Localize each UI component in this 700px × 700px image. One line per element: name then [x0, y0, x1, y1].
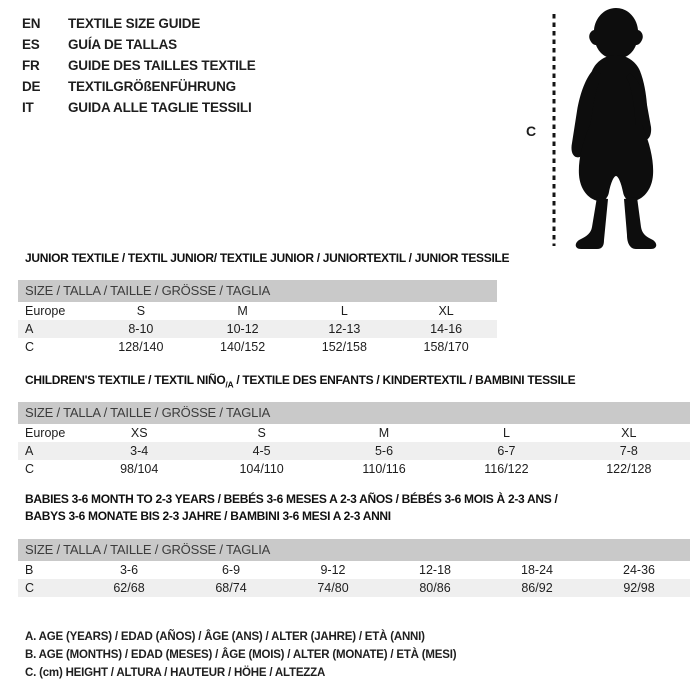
table-cell: 3-4	[130, 444, 149, 458]
table-cell: M	[237, 304, 248, 318]
table-row	[18, 442, 690, 460]
language-code: DE	[22, 79, 41, 94]
table-cell: 7-8	[619, 444, 638, 458]
table-cell: 68/74	[215, 581, 247, 595]
junior-size-table	[18, 280, 497, 356]
babies-title-line1: BABIES 3-6 MONTH TO 2-3 YEARS / BEBÉS 3-6 MESES A 2-3 AÑOS / BÉBÉS 3-6 MOIS À 2-3 ANS /	[25, 492, 558, 506]
table-cell: 62/68	[113, 581, 145, 595]
language-code: ES	[22, 37, 40, 52]
row-label: Europe	[25, 426, 66, 440]
table-cell: 4-5	[252, 444, 271, 458]
children-title-main: CHILDREN'S TEXTILE / TEXTIL NIÑO	[25, 373, 226, 387]
table-cell: 5-6	[374, 444, 394, 458]
language-code: IT	[22, 100, 34, 115]
table-cell: 122/128	[606, 462, 652, 476]
junior-section-title: JUNIOR TEXTILE / TEXTIL JUNIOR/ TEXTILE JUNIOR / JUNIORTEXTIL / JUNIOR TESSILE	[25, 251, 510, 265]
table-cell: M	[378, 426, 390, 440]
table-cell: 10-12	[226, 322, 259, 336]
babies-title-line2: BABYS 3-6 MONATE BIS 2-3 JAHRE / BAMBINI 3-6 MESI A 2-3 ANNI	[25, 509, 391, 523]
table-cell: 104/110	[239, 462, 284, 476]
table-cell: 86/92	[521, 581, 553, 595]
table-cell: S	[136, 304, 146, 318]
table-cell: 3-6	[119, 563, 139, 577]
row-label: C	[25, 462, 35, 476]
table-cell: XL	[438, 304, 454, 318]
guide-title-fr: GUIDE DES TAILLES TEXTILE	[68, 58, 256, 73]
row-label: C	[25, 581, 35, 595]
baby-silhouette	[571, 8, 656, 249]
table-cell: 6-7	[497, 444, 516, 458]
table-header: SIZE / TALLA / TAILLE / GRÖSSE / TAGLIA	[18, 539, 690, 561]
guide-title-it: GUIDA ALLE TAGLIE TESSILI	[68, 100, 252, 115]
table-cell: L	[502, 426, 510, 440]
language-list	[22, 13, 256, 118]
footnotes	[25, 628, 456, 682]
children-section-title	[25, 373, 575, 389]
language-row	[22, 55, 256, 76]
footnote-age-months: B. AGE (MONTHS) / EDAD (MESES) / ÂGE (MOIS) / ALTER (MONATE) / ETÀ (MESI)	[25, 649, 457, 661]
height-measure-figure	[518, 5, 686, 255]
row-label: A	[25, 444, 34, 458]
table-header: SIZE / TALLA / TAILLE / GRÖSSE / TAGLIA	[18, 280, 497, 302]
table-cell: 12-18	[419, 563, 451, 577]
table-row	[18, 561, 690, 579]
table-cell: 24-36	[623, 563, 655, 577]
footnote-height-cm: C. (cm) HEIGHT / ALTURA / HAUTEUR / HÖHE / ALTEZZA	[25, 667, 326, 679]
table-cell: 9-12	[320, 563, 346, 577]
table-row	[18, 579, 690, 597]
table-row	[18, 302, 497, 320]
table-cell: 8-10	[128, 322, 154, 336]
table-row	[18, 320, 497, 338]
babies-size-table	[18, 539, 690, 597]
footnote-age-years: A. AGE (YEARS) / EDAD (AÑOS) / ÂGE (ANS) / ALTER (JAHRE) / ETÀ (ANNI)	[25, 631, 425, 643]
guide-title-de: TEXTILGRÖßENFÜHRUNG	[68, 79, 236, 94]
table-cell: XL	[621, 426, 637, 440]
language-row	[22, 34, 256, 55]
language-code: FR	[22, 58, 40, 73]
guide-title-en: TEXTILE SIZE GUIDE	[68, 16, 201, 31]
language-row	[22, 97, 256, 118]
children-size-table	[18, 402, 690, 478]
guide-title-es: GUÍA DE TALLAS	[68, 37, 177, 52]
table-cell: 98/104	[120, 462, 159, 476]
row-label: C	[25, 340, 35, 354]
language-row	[22, 13, 256, 34]
table-cell: 18-24	[521, 563, 553, 577]
table-cell: 152/158	[321, 340, 367, 354]
table-cell: 14-16	[430, 322, 463, 336]
table-cell: 116/122	[484, 462, 529, 476]
table-cell: 158/170	[423, 340, 469, 354]
table-cell: 12-13	[328, 322, 361, 336]
children-title-rest: / TEXTILE DES ENFANTS / KINDERTEXTIL / BAMBINI TESSILE	[233, 373, 576, 387]
language-row	[22, 76, 256, 97]
table-row	[18, 460, 690, 478]
table-cell: S	[257, 426, 266, 440]
language-code: EN	[22, 16, 41, 31]
table-cell: 74/80	[317, 581, 349, 595]
children-title-subscript: /A	[225, 379, 234, 390]
table-cell: 92/98	[623, 581, 655, 595]
table-cell: 140/152	[220, 340, 266, 354]
table-cell: L	[340, 304, 348, 318]
table-row	[18, 424, 690, 442]
table-header: SIZE / TALLA / TAILLE / GRÖSSE / TAGLIA	[18, 402, 690, 424]
table-cell: 80/86	[419, 581, 451, 595]
height-measure-label: C	[526, 123, 537, 139]
table-row	[18, 338, 497, 356]
table-cell: 128/140	[118, 340, 164, 354]
row-label: B	[25, 563, 34, 577]
table-cell: 110/116	[362, 462, 406, 476]
table-cell: 6-9	[221, 563, 241, 577]
row-label: A	[25, 322, 34, 336]
table-cell: XS	[130, 426, 148, 440]
baby-silhouette-icon	[518, 5, 686, 255]
row-label: Europe	[25, 304, 66, 318]
babies-section-title	[25, 491, 557, 525]
